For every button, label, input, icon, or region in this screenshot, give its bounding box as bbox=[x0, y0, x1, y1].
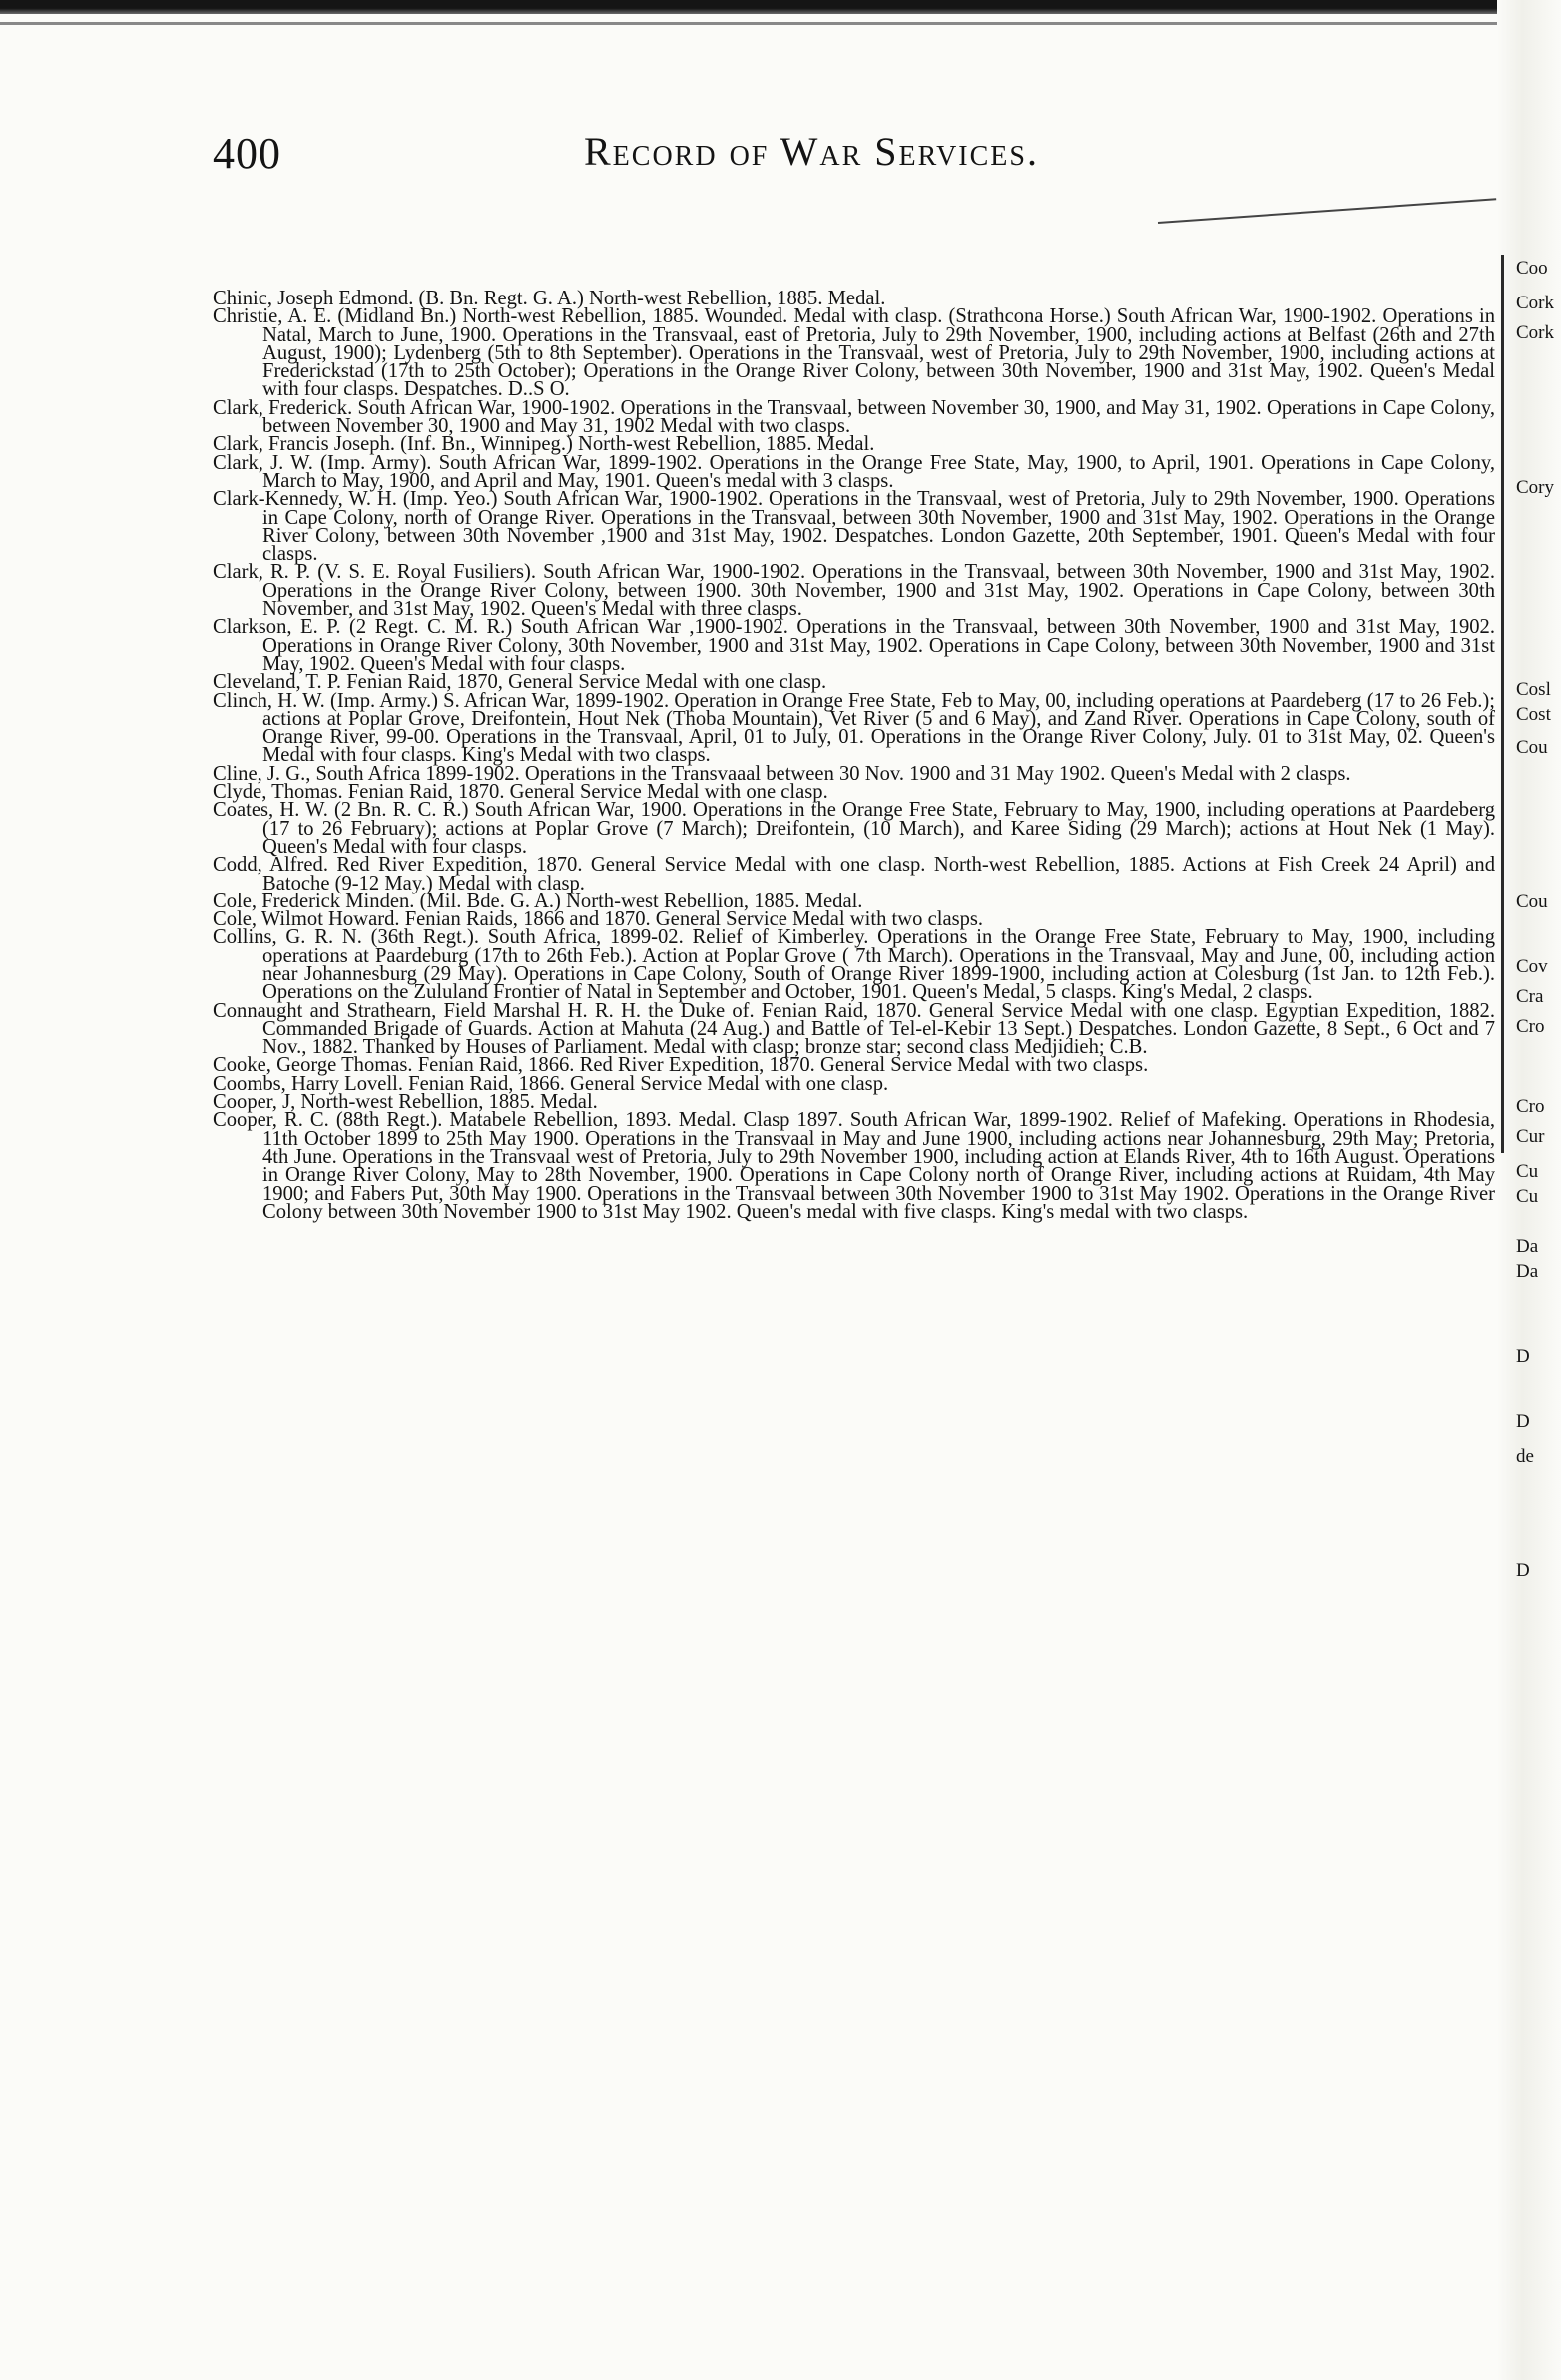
margin-fragment: Coo bbox=[1516, 258, 1548, 279]
scan-top-rule bbox=[0, 22, 1537, 25]
margin-fragment: Cou bbox=[1516, 892, 1548, 912]
entry: Cole, Frederick Minden. (Mil. Bde. G. A.) North-west Rebellion, 1885. Medal. bbox=[213, 890, 863, 912]
page-title: Record of War Services. bbox=[584, 129, 1039, 174]
margin-fragment: Da bbox=[1516, 1261, 1539, 1282]
margin-fragment: Cro bbox=[1516, 1096, 1545, 1117]
entry: Chinic, Joseph Edmond. (B. Bn. Regt. G. A.) North-west Rebellion, 1885. Medal. bbox=[213, 288, 886, 309]
margin-fragment: D bbox=[1516, 1346, 1530, 1367]
margin-fragment: D bbox=[1516, 1560, 1530, 1581]
margin-fragment: Cro bbox=[1516, 1016, 1545, 1037]
margin-fragment: Cost bbox=[1516, 704, 1551, 725]
margin-fragment: Cork bbox=[1516, 322, 1554, 343]
margin-fragment: Cork bbox=[1516, 293, 1554, 313]
margin-fragment: Cosl bbox=[1516, 679, 1551, 700]
entry: Cole, Wilmot Howard. Fenian Raids, 1866 and 1870. General Service Medal with two clasps. bbox=[213, 908, 984, 931]
margin-fragment: Cra bbox=[1516, 986, 1544, 1007]
entry: Coombs, Harry Lovell. Fenian Raid, 1866. General Service Medal with one clasp. bbox=[213, 1072, 889, 1095]
entry: Clark-Kennedy, W. H. (Imp. Yeo.) South African War, 1900-1902. Operations in the Transvaal, west of Pretoria, July to 29th November, 1900. Operations in Cape Colony, north of Orange River. Operations in the Transvaal, between 30th November, 1900 and 31st May, 1902. Operations in the Orange River Colony, between 30th November ,1900 and 31st May, 1902. Despatches. London Gazette, 20th September, 1901. Queen's Medal with four clasps. bbox=[213, 488, 1495, 566]
entry: Collins, G. R. N. (36th Regt.). South Africa, 1899-02. Relief of Kimberley. Operations in the Orange Free State, February to May, 1900, including operations at Paardeburg (17th to 26th Feb.). Action at Poplar Grove ( 7th March). Operations in the Transvaal, May and June, 00, including action near Johannesburg (29 May). Operations in Cape Colony, South of Orange River 1899-1900, including action at Colesburg (1st Jan. to 12th Feb.). Operations on the Zululand Frontier of Natal in September and October, 1901. Queen's Medal, 5 clasps. King's Medal, 2 clasps. bbox=[213, 926, 1495, 1004]
margin-fragment: Cou bbox=[1516, 737, 1548, 758]
entry: Clark, R. P. (V. S. E. Royal Fusiliers). South African War, 1900-1902. Operations in the Transvaal, between 30th November, 1900 and 31st May, 1902. Operations in the Orange River Colony, between 1900. 30th November, 1900 and 31st May, 1902. Operations in Cape Colony, between 30th November, and 31st May, 1902. Queen's Medal with three clasps. bbox=[213, 561, 1495, 621]
entry: Coates, H. W. (2 Bn. R. C. R.) South African War, 1900. Operations in the Orange Free State, February to May, 1900, including operations at Paardeberg (17 to 26 February); actions at Poplar Grove (7 March); Dreifontein, (10 March), and Karee Siding (29 March); actions at Hout Nek (1 May). Queen's Medal with four clasps. bbox=[213, 799, 1495, 858]
entry: Clinch, H. W. (Imp. Army.) S. African War, 1899-1902. Operation in Orange Free State, Feb to May, 00, including operations at Paardeberg (17 to 26 Feb.); actions at Poplar Grove, Dreifontein, Hout Nek (Thoba Mountain), Vet River (5 and 6 May), and Zand River. Operations in Cape Colony, south of Orange River, 99-00. Operations in the Transvaal, April, 01 to July, 01. Operations in the Orange River Colony, July. 01 to 31st May, 02. Queen's Medal with four clasps. King's Medal with two clasps. bbox=[213, 689, 1495, 767]
entry: Clark, Francis Joseph. (Inf. Bn., Winnipeg.) North-west Rebellion, 1885. Medal. bbox=[213, 433, 875, 456]
entry: Cooper, J, North-west Rebellion, 1885. Medal. bbox=[213, 1091, 598, 1114]
margin-fragment: Cu bbox=[1516, 1186, 1539, 1207]
entry: Clarkson, E. P. (2 Regt. C. M. R.) South African War ,1900-1902. Operations in the Transvaal, between 30th November, 1900 and 31st May, 1902. Operations in Orange River Colony, 30th November, 1900 and 31st May, 1902. Operations in Cape Colony, between 30th November, 1900 and 31st May, 1902. Queen's Medal with four clasps. bbox=[213, 616, 1495, 675]
entry: Codd, Alfred. Red River Expedition, 1870. General Service Medal with one clasp. North-west Rebellion, 1885. Actions at Fish Creek 24 April) and Batoche (9-12 May.) Medal with clasp. bbox=[213, 854, 1495, 894]
page-number: 400 bbox=[213, 129, 281, 178]
margin-fragment: Cov bbox=[1516, 956, 1548, 977]
binding-edge-line bbox=[1501, 255, 1504, 1153]
scan-top-border bbox=[0, 0, 1542, 14]
margin-fragment: Cu bbox=[1516, 1161, 1539, 1182]
entry: Cooper, R. C. (88th Regt.). Matabele Rebellion, 1893. Medal. Clasp 1897. South African War, 1899-1902. Relief of Mafeking. Operations in Rhodesia, 11th October 1899 to 25th May 1900. Operations in the Transvaal in May and June 1900, including actions near Johannesburg, 29th May; Pretoria, 4th June. Operations in the Transvaal west of Pretoria, July to 29th November 1900, including action at Elands River, 4th to 16th August. Operations in Orange River Colony, May to 28th November, 1900. Operations in Cape Colony north of Orange River, including actions at Ruidam, 4th May 1900; and Fabers Put, 30th May 1900. Operations in the Transvaal between 30th November 1900 to 31st May 1902. Operations in the Orange River Colony between 30th November 1900 to 31st May 1902. Queen's medal with five clasps. King's medal with two clasps. bbox=[213, 1109, 1495, 1223]
entry: Clark, J. W. (Imp. Army). South African War, 1899-1902. Operations in the Orange Free State, May, 1900, to April, 1901. Operations in Cape Colony, March to May, 1900, and April and May, 1901. Queen's medal with 3 clasps. bbox=[213, 451, 1495, 492]
page-header bbox=[213, 128, 1271, 198]
entry: Clyde, Thomas. Fenian Raid, 1870. General Service Medal with one clasp. bbox=[213, 781, 828, 804]
facing-page-margin bbox=[1516, 258, 1561, 2055]
entry: Christie, A. E. (Midland Bn.) North-west Rebellion, 1885. Wounded. Medal with clasp. (Strathcona Horse.) South African War, 1900-1902. Operations in Natal, March to June, 1900. Operations in the Transvaal, east of Pretoria, July to 29th November, 1900, including actions at Belfast (26th and 27th August, 1900); Lydenberg (5th to 8th September). Operations in the Transvaal, west of Pretoria, July to 29th November, 1900, including actions at Frederickstad (17th to 25th October); Operations in the Orange River Colony, between 30th November, 1900 and 31st May, 1902. Queen's Medal with four clasps. Despatches. D..S O. bbox=[213, 305, 1495, 401]
entries-list bbox=[213, 290, 1495, 1221]
margin-fragment: Cory bbox=[1516, 477, 1554, 498]
entry: Cooke, George Thomas. Fenian Raid, 1866. Red River Expedition, 1870. General Service Medal with two clasps. bbox=[213, 1054, 1149, 1077]
entry: Cline, J. G., South Africa 1899-1902. Operations in the Transvaaal between 30 Nov. 1900 and 31 May 1902. Queen's Medal with 2 clasps. bbox=[213, 762, 1351, 785]
margin-fragment: Cur bbox=[1516, 1126, 1545, 1147]
margin-fragment: de bbox=[1516, 1446, 1534, 1467]
entry: Connaught and Strathearn, Field Marshal H. R. H. the Duke of. Fenian Raid, 1870. General Service Medal with one clasp. Egyptian Expedition, 1882. Commanded Brigade of Guards. Action at Mahuta (24 Aug.) and Battle of Tel-el-Kebir 13 Sept.) Despatches. London Gazette, 8 Sept., 6 Oct and 7 Nov., 1882. Thanked by Houses of Parliament. Medal with clasp; bronze star; second class Medjidieh; C.B. bbox=[213, 999, 1495, 1059]
entry: Clark, Frederick. South African War, 1900-1902. Operations in the Transvaal, between November 30, 1900, and May 31, 1902. Operations in Cape Colony, between November 30, 1900 and May 31, 1902 Medal with two clasps. bbox=[213, 396, 1495, 438]
header-rule bbox=[1158, 198, 1496, 224]
margin-fragment: D bbox=[1516, 1411, 1530, 1432]
entry: Cleveland, T. P. Fenian Raid, 1870, General Service Medal with one clasp. bbox=[213, 671, 827, 694]
margin-fragment: Da bbox=[1516, 1236, 1539, 1257]
